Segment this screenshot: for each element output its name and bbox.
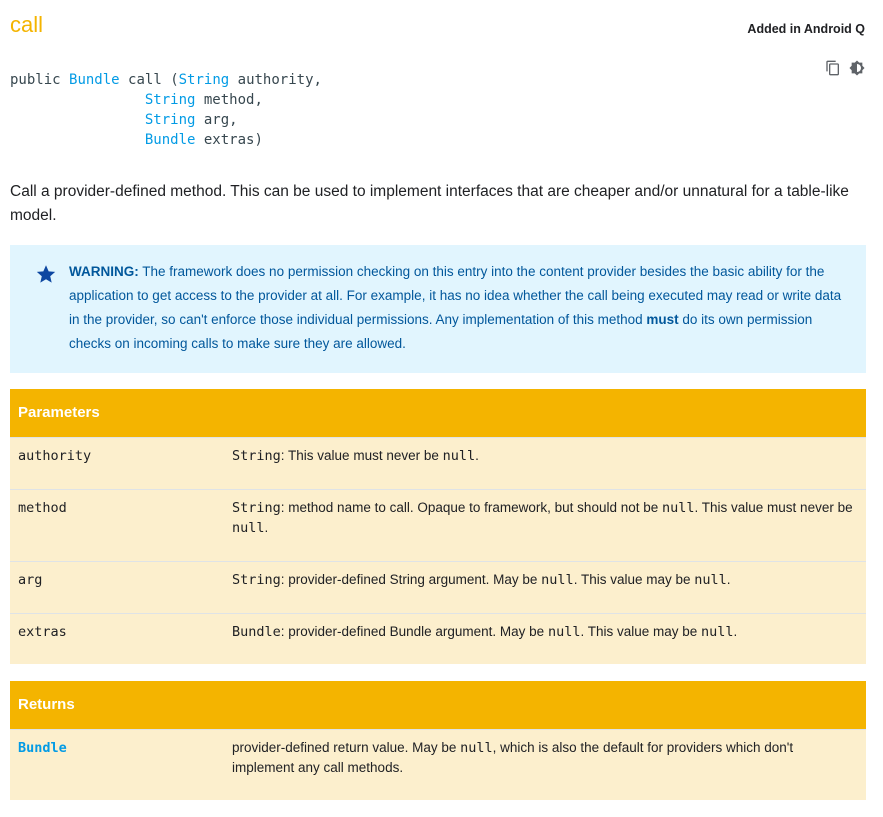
desc-text: . [264, 519, 269, 535]
method-title: call [10, 12, 44, 37]
separator: ) [254, 132, 263, 148]
warning-box [10, 245, 866, 373]
return-description [224, 729, 866, 800]
null-code: null [460, 739, 493, 756]
return-type-link[interactable]: Bundle [10, 729, 224, 800]
warning-body: The framework does no permission checking on this entry into the content provider besides the basic ability for the application to get access to the provider at all. For example, it has no idea whether the call being executed may read or write data in the provider, so can't enforce those individual permissions. Any implementation of this method [69, 264, 842, 327]
separator: , [313, 72, 322, 88]
param-type-link[interactable]: String [144, 112, 196, 128]
desc-text: : provider-defined Bundle argument. May be [280, 623, 548, 639]
desc-text: provider-defined return value. May be [232, 739, 461, 755]
null-code: null [694, 571, 727, 588]
parameters-table [10, 389, 866, 664]
null-code: null [547, 623, 581, 640]
desc-text: . This value must never be [694, 499, 853, 515]
null-code: null [541, 571, 574, 588]
open-paren: ( [170, 72, 179, 88]
returns-table [10, 681, 866, 800]
param-name: authority [10, 437, 224, 489]
separator: , [229, 112, 238, 128]
param-type-link[interactable]: Bundle [144, 132, 196, 148]
param-description [224, 437, 866, 489]
param-name: method [203, 92, 255, 108]
param-type: String [232, 571, 281, 588]
method-signature [10, 70, 322, 150]
null-code: null [701, 623, 734, 640]
table-row [10, 561, 866, 613]
signature-line [10, 110, 322, 130]
signature-line [10, 130, 322, 150]
desc-text: . This value may be [580, 623, 702, 639]
desc-text: : method name to call. Opaque to framework, but should not be [280, 499, 662, 515]
signature-line [10, 90, 322, 110]
param-description [224, 613, 866, 664]
modifier: public [10, 72, 61, 88]
table-row [10, 729, 866, 800]
table-row [10, 437, 866, 489]
table-row [10, 613, 866, 664]
param-type: Bundle [232, 623, 281, 640]
parameters-header: Parameters [10, 389, 866, 437]
code-toolbar [825, 60, 865, 76]
api-level-label: Added in Android Q [747, 22, 865, 36]
warning-emphasis: must [646, 312, 679, 327]
brightness-icon[interactable] [849, 60, 865, 76]
desc-text: . This value may be [573, 571, 695, 587]
desc-text: : This value must never be [280, 447, 443, 463]
signature-line [10, 70, 322, 90]
desc-text: . [726, 571, 731, 587]
star-icon [35, 263, 57, 285]
param-name: arg [10, 561, 224, 613]
warning-text [69, 260, 844, 356]
null-code: null [232, 519, 265, 536]
param-description [224, 561, 866, 613]
null-code: null [442, 447, 476, 464]
param-type: String [232, 447, 281, 464]
param-name: arg [203, 112, 230, 128]
desc-text: . [733, 623, 738, 639]
desc-text: . [475, 447, 479, 463]
param-type-link[interactable]: String [178, 72, 230, 88]
warning-body-end: do its own permission checks on incoming calls to make sure they are allowed. [69, 312, 813, 351]
param-name: extras [10, 613, 224, 664]
separator: , [254, 92, 263, 108]
param-name: method [10, 489, 224, 561]
param-type-link[interactable]: String [144, 92, 196, 108]
null-code: null [662, 499, 695, 516]
returns-header: Returns [10, 681, 866, 729]
desc-text: : provider-defined String argument. May be [280, 571, 542, 587]
desc-text: , which is also the default for providers which don't implement any call methods. [232, 739, 794, 775]
param-description [224, 489, 866, 561]
method-description: Call a provider-defined method. This can be used to implement interfaces that are cheaper and/or unnatural for a table-like model. [10, 183, 849, 224]
return-type-link[interactable]: Bundle [69, 72, 120, 88]
copy-icon[interactable] [825, 60, 841, 76]
method-name: call [128, 72, 162, 88]
param-name: extras [203, 132, 255, 148]
param-name: authority [237, 72, 314, 88]
table-row [10, 489, 866, 561]
param-type: String [232, 499, 281, 516]
warning-label: WARNING: [69, 264, 139, 279]
